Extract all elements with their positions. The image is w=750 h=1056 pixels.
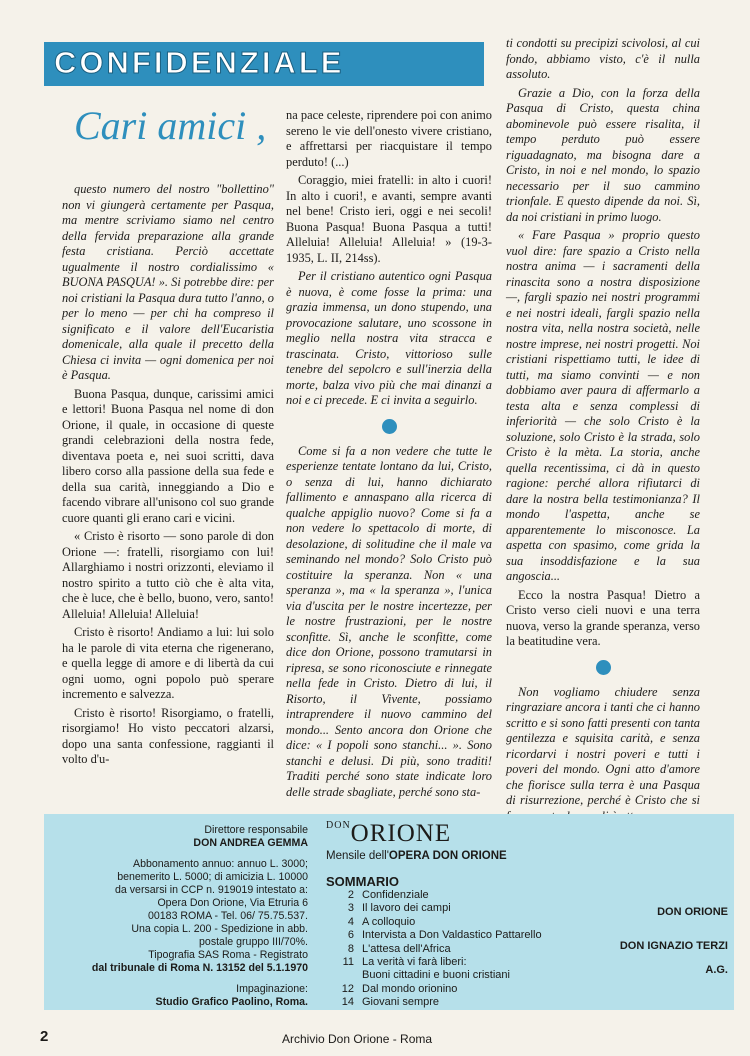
greeting-heading: Cari amici , <box>74 103 267 148</box>
page-ref: 11 <box>342 956 354 969</box>
contents-list <box>326 889 586 1010</box>
subscription-line: benemerito L. 5000; di amicizia L. 10000 <box>117 871 308 883</box>
paragraph: questo numero del nostro "bollettino" non vi giungerà certamente per Pasqua, ma mentre scriviamo siamo nel centro della fervida preparazione alla grande festa cristiana. Perciò accettate ugualmente il nostro cordialissimo « BUONA PASQUA! ». Si potrebbe dire: per noi cristiani la Pasqua dura tutto l'anno, o per lo meno — per chi ha compreso il significato e il valore dell'Eucaristia domenicale, alla quale il precetto della Chiesa ci invita — ogni domenica per noi è Pasqua. <box>62 182 274 382</box>
paragraph: Grazie a Dio, con la forza della Pasqua di Cristo, questa china abominevole può essere risalita, il tempo perduto può essere riguadagnato, ma bisogna dare a Cristo, in noi e nel mondo, lo spazio necessario per il suo cammino trionfale. E questo dipende da noi. Sì, da noi cristiani in primo luogo. <box>506 85 700 224</box>
section-dot-separator <box>382 419 397 434</box>
article-title: Dal mondo orionino <box>362 982 458 995</box>
text-column-2 <box>286 108 492 803</box>
subtitle-org: OPERA DON ORIONE <box>388 850 507 862</box>
logo-name: ORIONE <box>350 820 452 847</box>
subscription-line: Opera Don Orione, Via Etruria 6 <box>157 897 308 909</box>
author-credit: DON IGNAZIO TERZI <box>619 940 728 952</box>
paragraph: Cristo è risorto! Risorgiamo, o fratelli, risorgiamo! Ho visto peccatori alzarsi, dopo una santa confessione, raggianti il volto d'u- <box>62 705 274 766</box>
paragraph: Ecco la nostra Pasqua! Dietro a Cristo verso cieli nuovi e una terra nuova, verso la grande speranza, verso la beatitudine vera. <box>506 587 700 648</box>
author-credit: A.G. <box>705 964 728 976</box>
page-ref: 4 <box>347 915 354 928</box>
list-item <box>326 956 586 969</box>
layout-label: Impaginazione: <box>236 983 308 995</box>
article-title: L'attesa dell'Africa <box>362 942 451 955</box>
masthead-info <box>44 824 308 1009</box>
subscription-line: Tipografia SAS Roma - Registrato <box>148 949 308 961</box>
article-title: Buoni cittadini e buoni cristiani <box>362 969 510 982</box>
page-ref: 8 <box>347 942 354 955</box>
paragraph: Come si fa a non vedere che tutte le esperienze tentate lontano da lui, Cristo, o senza di lui, hanno dichiarato fallimento e annaspano alla ricerca di qualche appiglio nuovo? Come si fa a non vedere lo spettacolo di morte, di desolazione, di solitudine che il male va seminando nel mondo? Solo Cristo può costituire la speranza. Non « una speranza », ma « la speranza », l'unica via d'uscita per le nostre incertezze, per le nostre frustrazioni, per le nostre sconfitte. Sì, anche le sconfitte, come dice don Orione, possono tramutarsi in ripresa, se sono riconosciute e rinnegate nella fede in Cristo. Dietro di lui, il Risorto, il Vivente, possiamo intraprendere il nuovo cammino del mondo... Sento ancora don Orione che dice: « I popoli sono stanchi... ». Sono stanchi e delusi. Di più, sono traditi! Traditi perché sono state indicate loro delle strade sbagliate, perché sono sta- <box>286 443 492 799</box>
registration-line: dal tribunale di Roma N. 13152 del 5.1.1970 <box>91 962 308 974</box>
paragraph: ti condotti su precipizi scivolosi, al cui fondo, abbiamo visto, c'è il nulla assoluto. <box>506 36 700 81</box>
subscription-line: postale gruppo III/70%. <box>199 936 308 948</box>
director-name: DON ANDREA GEMMA <box>193 837 308 849</box>
subscription-line: Abbonamento annuo: annuo L. 3000; <box>133 858 308 870</box>
subtitle-prefix: Mensile dell' <box>326 850 389 862</box>
text-column-3 <box>506 36 700 864</box>
subscription-line: 00183 ROMA - Tel. 06/ 75.75.537. <box>148 910 308 922</box>
paragraph: Coraggio, miei fratelli: in alto i cuori! In alto i cuori!, e avanti, sempre avanti nel bene! Cristo ieri, oggi e nei secoli! Buona Pasqua! Buona Pasqua a tutti! Alleluia! Alleluia! Alleluia! » (19-3-1935, L. II, 214ss). <box>286 173 492 265</box>
subscription-line: da versarsi in CCP n. 919019 intestato a: <box>115 884 308 896</box>
paragraph: « Cristo è risorto — sono parole di don Orione —: fratelli, risorgiamo con lui! Allarghiamo i nostri orizzonti, eleviamo il nostro spirito a tutto ciò che è alta vita, che è luce, che è bello, buono, vero, santo! Alleluia! Alleluia! Alleluia! <box>62 529 274 621</box>
article-title: Intervista a Don Valdastico Pattarello <box>362 929 542 942</box>
logo-prefix: DON <box>326 820 351 831</box>
magazine-identity <box>326 820 586 1010</box>
list-item <box>326 889 586 902</box>
article-title: Confidenziale <box>362 889 429 901</box>
text-column-1 <box>62 182 274 771</box>
page-number: 2 <box>40 1028 49 1045</box>
page-ref <box>326 969 362 982</box>
list-item <box>326 916 586 929</box>
page-ref: 3 <box>347 902 354 915</box>
article-title: La verità vi farà liberi: <box>362 956 467 969</box>
article-title: A colloquio <box>362 915 416 928</box>
section-banner <box>44 42 484 86</box>
list-item <box>326 902 586 915</box>
list-item <box>326 943 586 956</box>
list-item <box>326 983 586 996</box>
page-ref: 6 <box>347 929 354 942</box>
paragraph: « Fare Pasqua » proprio questo vuol dire: fare spazio a Cristo nella nostra anima — i sacramenti della rinascita sono a nostra disposizione —, fargli spazio nei nostri programmi e nei nostri ideali, fargli spazio nella nostra vita, nella nostra società, nelle nostre imprese, nei nostri progetti. Noi cristiani rispettiamo tutti, le idee di tutti, ma siamo convinti — e non dobbiamo aver paura di affermarlo a testa alta e senza complessi di inferiorità — che solo Cristo è la soluzione, solo Cristo è la strada, solo Cristo è la mèta. La storia, anche quella recentissima, ci dà in questo ragione: perché allora rifiutarci di dare la nostra bella testimonianza? Il mondo l'aspetta, anche se apparentemente lo misconosce. La aspetta con spasimo, come grida la sua insoddisfazione e la sua angoscia... <box>506 228 700 583</box>
section-dot-separator <box>596 660 611 675</box>
paragraph: Buona Pasqua, dunque, carissimi amici e lettori! Buona Pasqua nel nome di don Orione, il quale, in occasione di queste grandi celebrazioni della nostra fede, diventava poeta e, nei suoi scritti, dava libero corso alla passione della sua fede e della sua carità, inneggiando a Dio e facendo vibrare all'unisono col suo grande cuore quanti gli erano cari e vicini. <box>62 386 274 525</box>
list-item <box>326 996 586 1009</box>
paragraph: Non vogliamo chiudere senza ringraziare ancora i tanti che ci hanno scritto e si sono fatti presenti con tanta gentilezza e squisita carità, e senza ricordarvi i nostri poveri e tutti i poveri del mondo. Ogni atto d'amore che fiorisce sulla terra è una Pasqua di risurrezione, perché è Cristo che si <box>506 684 700 807</box>
list-item <box>326 969 586 982</box>
contents-heading: SOMMARIO <box>326 874 399 889</box>
magazine-subtitle <box>326 850 586 862</box>
article-title: Giovani sempre <box>362 996 440 1009</box>
author-credit: DON ORIONE <box>657 906 728 918</box>
page-ref: 14 <box>341 996 354 1009</box>
magazine-logo <box>326 820 586 848</box>
archive-caption: Archivio Don Orione - Roma <box>282 1032 433 1046</box>
section-title: CONFIDENZIALE <box>54 45 345 80</box>
page-ref: 12 <box>341 982 354 995</box>
article-title: Il lavoro dei campi <box>362 902 451 915</box>
paragraph: na pace celeste, riprendere poi con animo sereno le vie dell'onesto vivere cristiano, e affrettarsi per riacquistare il tempo perduto! (...) <box>286 108 492 169</box>
subscription-line: Una copia L. 200 - Spedizione in abb. <box>131 923 308 935</box>
list-item <box>326 929 586 942</box>
paragraph: Cristo è risorto! Andiamo a lui: lui solo ha le parole di vita eterna che rigenerano, e quella legge di amore e di libertà da cui ogni uomo, ogni popolo può sperare incremento e salvezza. <box>62 625 274 701</box>
layout-studio: Studio Grafico Paolino, Roma. <box>155 996 308 1008</box>
page-ref: 2 <box>347 889 354 901</box>
paragraph: Per il cristiano autentico ogni Pasqua è nuova, è come fosse la prima: una grazia immensa, un dono stupendo, una provocazione salutare, uno scossone in meglio nella nostra vita stracca e trascinata. Cristo, vittorioso sulle tenebre del sepolcro e sull'inerzia della morte, balza vivo più che mai dinanzi a noi e ci precede. E ci invita a seguirlo. <box>286 269 492 407</box>
director-label: Direttore responsabile <box>204 824 308 836</box>
masthead-box <box>44 814 734 1010</box>
